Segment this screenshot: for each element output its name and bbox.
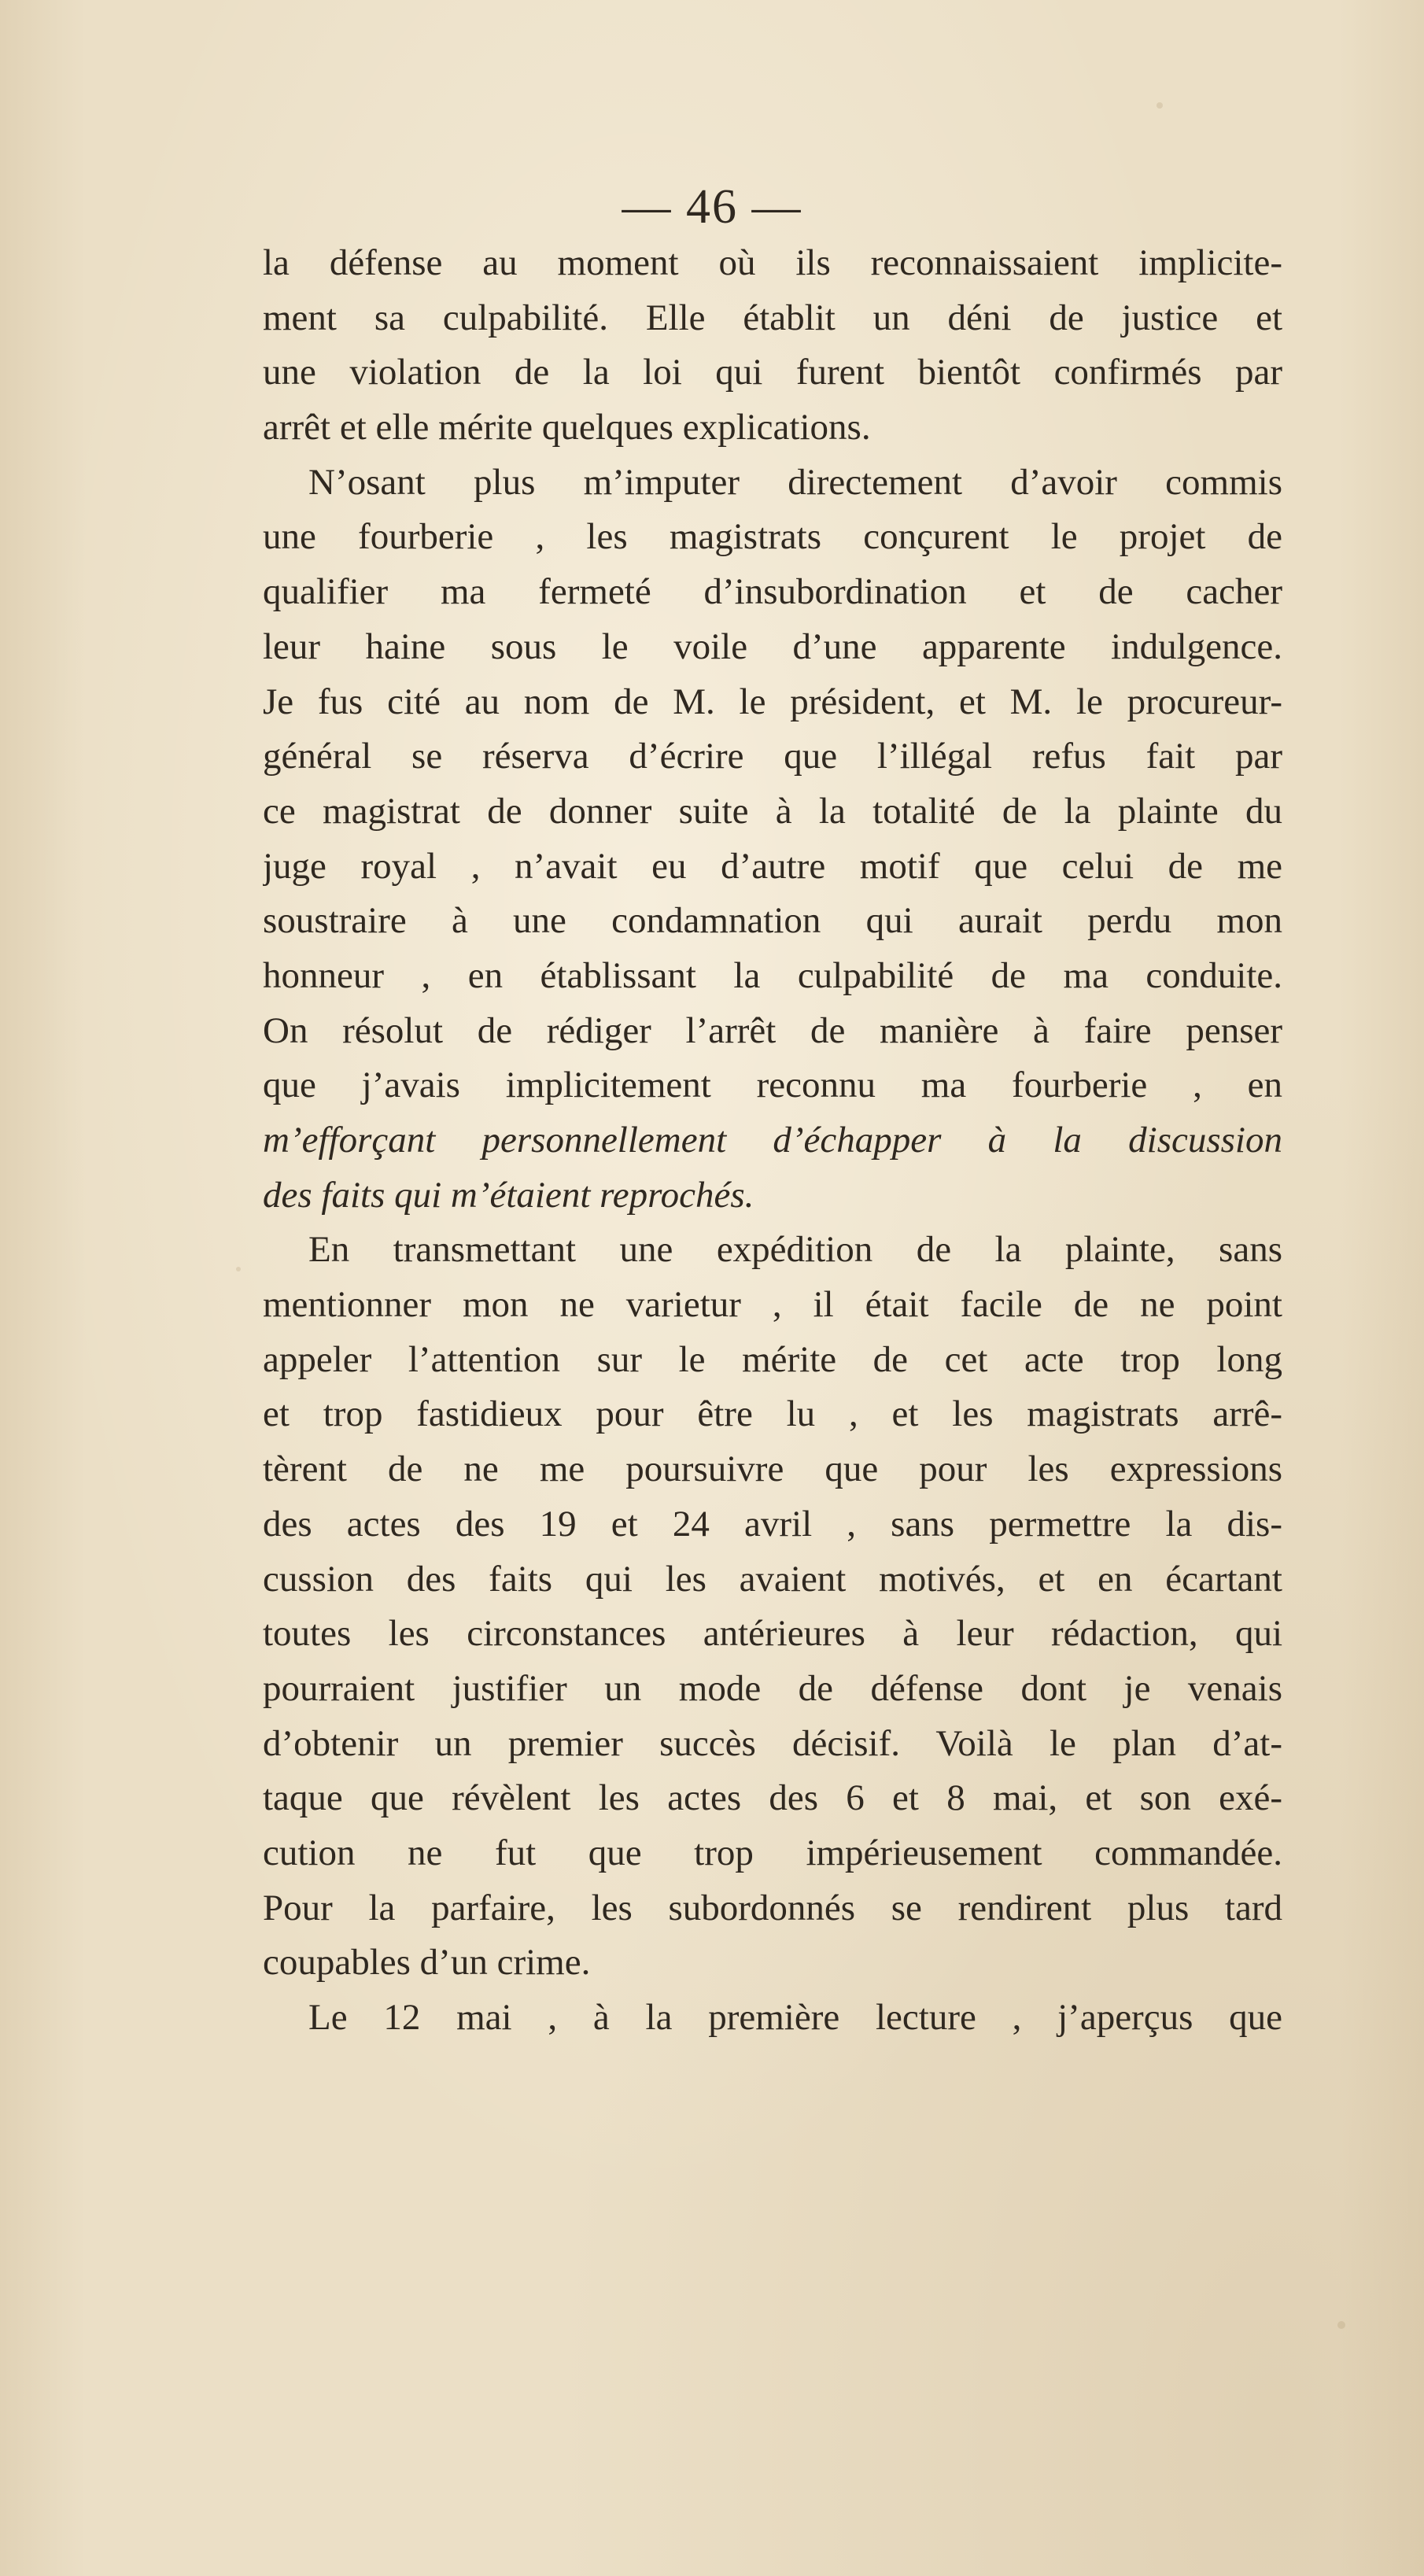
text-line-26: toutes les circonstances antérieures à leur rédaction, qui <box>263 1613 1282 1655</box>
text-line-28: d’obtenir un premier succès décisif. Voilà le plan d’at- <box>263 1722 1282 1764</box>
text-line-32: coupables d’un crime. <box>263 1942 591 1984</box>
text-line-33: Le 12 mai , à la première lecture , j’aperçus que <box>308 1997 1282 2038</box>
text-line-8: leur haine sous le voile d’une apparente indulgence. <box>263 626 1282 667</box>
body-text <box>263 236 1282 2046</box>
text-line-30: cution ne fut que trop impérieusement commandée. <box>263 1832 1282 1873</box>
text-line-15: On résolut de rédiger l’arrêt de manière à faire penser <box>263 1009 1282 1051</box>
text-line-19: En transmettant une expédition de la plainte, sans <box>308 1229 1282 1271</box>
text-line-24: des actes des 19 et 24 avril , sans permettre la dis- <box>263 1503 1282 1544</box>
page-number: — 46 — <box>622 180 802 234</box>
text-line-13: soustraire à une condamnation qui aurait perdu mon <box>263 900 1282 942</box>
paper-spot <box>236 1267 241 1271</box>
text-line-10: général se réserva d’écrire que l’illégal refus fait par <box>263 736 1282 777</box>
text-line-14: honneur , en établissant la culpabilité de ma conduite. <box>263 954 1282 996</box>
text-line-23: tèrent de ne me poursuivre que pour les expressions <box>263 1449 1282 1490</box>
text-line-27: pourraient justifier un mode de défense dont je venais <box>263 1667 1282 1709</box>
text-line-4: arrêt et elle mérite quelques explications. <box>263 407 871 448</box>
text-line-1: la défense au moment où ils reconnaissaient implicite- <box>263 242 1282 283</box>
text-line-31: Pour la parfaire, les subordonnés se rendirent plus tard <box>263 1887 1282 1928</box>
text-line-7: qualifier ma fermeté d’insubordination et de cacher <box>263 571 1282 613</box>
text-line-3: une violation de la loi qui furent bientôt confirmés par <box>263 352 1282 393</box>
paper-spot <box>1157 102 1163 109</box>
text-line-12: juge royal , n’avait eu d’autre motif que celui de me <box>263 845 1282 887</box>
paper-spot <box>1337 2321 1345 2329</box>
text-line-17: m’efforçant personnellement d’échapper à la discussion <box>263 1120 1282 1161</box>
text-line-18: des faits qui m’étaient reprochés. <box>263 1174 754 1216</box>
text-line-16: que j’avais implicitement reconnu ma fourberie , en <box>263 1065 1282 1106</box>
text-line-22: et trop fastidieux pour être lu , et les magistrats arrê- <box>263 1393 1282 1435</box>
text-line-21: appeler l’attention sur le mérite de cet acte trop long <box>263 1338 1282 1380</box>
text-line-2: ment sa culpabilité. Elle établit un déni de justice et <box>263 297 1282 338</box>
text-line-11: ce magistrat de donner suite à la totalité de la plainte du <box>263 790 1282 832</box>
text-line-20: mentionner mon ne varietur , il était facile de ne point <box>263 1284 1282 1326</box>
text-line-29: taque que révèlent les actes des 6 et 8 mai, et son exé- <box>263 1777 1282 1819</box>
text-line-9: Je fus cité au nom de M. le président, et M. le procureur- <box>263 681 1282 722</box>
text-line-25: cussion des faits qui les avaient motivés, et en écartant <box>263 1558 1282 1600</box>
text-line-5: N’osant plus m’imputer directement d’avoir commis <box>308 461 1282 503</box>
text-line-6: une fourberie , les magistrats conçurent le projet de <box>263 516 1282 558</box>
